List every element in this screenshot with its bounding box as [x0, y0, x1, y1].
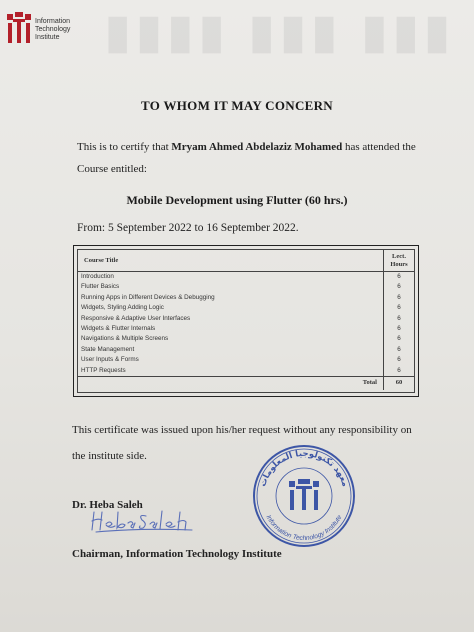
table-row — [78, 324, 414, 334]
row-course-title: Widgets, Styling Adding Logic — [81, 304, 164, 312]
row-course-title: Introduction — [81, 273, 114, 280]
row-course-title: Flutter Basics — [81, 283, 120, 291]
logo-text-line3: Institute — [35, 34, 60, 41]
stamp-arabic-text: معهد تكنولوجيا المعلومات — [258, 448, 350, 488]
row-course-title: Running Apps in Different Devices & Debugging — [81, 293, 215, 301]
course-table — [78, 250, 414, 390]
certify-prefix: This is to certify that — [77, 141, 172, 153]
iti-stamp — [250, 438, 358, 550]
certify-statement — [77, 141, 416, 153]
total-value: 60 — [384, 377, 415, 391]
row-lect-hours: 6 — [384, 324, 415, 334]
row-course-title: Widgets & Flutter Internals — [81, 325, 156, 333]
course-table-frame — [73, 245, 419, 397]
table-row — [78, 293, 414, 303]
logo-text-line1: Information — [35, 18, 71, 25]
table-row — [78, 355, 414, 365]
note-line2: the institute side. — [72, 450, 147, 462]
row-lect-hours: 6 — [384, 314, 415, 324]
stamp-logo-icon — [289, 479, 319, 510]
row-lect-hours: 6 — [384, 366, 415, 377]
table-row — [78, 272, 414, 283]
row-lect-hours: 6 — [384, 334, 415, 344]
table-row — [78, 314, 414, 324]
table-body — [78, 272, 414, 391]
row-lect-hours: 6 — [384, 355, 415, 365]
signer-name: Dr. Heba Saleh — [72, 499, 143, 511]
attendee-name: Mryam Ahmed Abdelaziz Mohamed — [171, 141, 343, 153]
course-table-inner — [77, 249, 415, 393]
header-watermark: ▮▮▮▮ ▮▮▮ ▮▮▮ — [105, 5, 456, 56]
row-course-title: Responsive & Adaptive User Interfaces — [81, 314, 191, 322]
iti-logo — [5, 8, 105, 48]
row-course-title: HTTP Requests — [81, 366, 126, 374]
stamp-english-text: Information Technology Institute — [264, 514, 344, 543]
course-title: Mobile Development using Flutter (60 hrs.) — [126, 193, 348, 207]
table-total-row — [78, 377, 414, 391]
header-hours-line2: Hours — [390, 260, 408, 268]
row-course-title: Navigations & Multiple Screens — [81, 335, 169, 343]
row-lect-hours: 6 — [384, 282, 415, 292]
handwritten-signature — [88, 508, 198, 534]
row-course-title: State Management — [81, 345, 135, 353]
logo-text-line2: Technology — [35, 26, 71, 33]
table-row — [78, 282, 414, 292]
note-line1: This certificate was issued upon his/her request without any responsibility on — [72, 424, 412, 436]
table-row — [78, 334, 414, 344]
table-row — [78, 345, 414, 355]
certify-line2: Course entitled: — [77, 163, 147, 175]
iti-logo-icon — [5, 10, 33, 46]
certify-suffix: has attended the — [342, 141, 416, 153]
page-title: TO WHOM IT MAY CONCERN — [141, 98, 333, 113]
row-lect-hours: 6 — [384, 303, 415, 313]
table-header-row — [78, 250, 414, 272]
course-dates: From: 5 September 2022 to 16 September 2022. — [77, 222, 299, 234]
total-label: Total — [78, 377, 384, 391]
row-lect-hours: 6 — [384, 293, 415, 303]
header-hours-line1: Lect. — [392, 252, 406, 260]
logo-text — [35, 18, 70, 42]
row-lect-hours: 6 — [384, 345, 415, 355]
header-lect-hours — [384, 250, 415, 272]
table-row — [78, 366, 414, 377]
row-lect-hours: 6 — [384, 272, 415, 283]
chairman-title: Chairman, Information Technology Institute — [72, 548, 282, 560]
header-course-title: Course Title — [78, 250, 384, 272]
table-row — [78, 303, 414, 313]
row-course-title: User Inputs & Forms — [81, 356, 139, 364]
